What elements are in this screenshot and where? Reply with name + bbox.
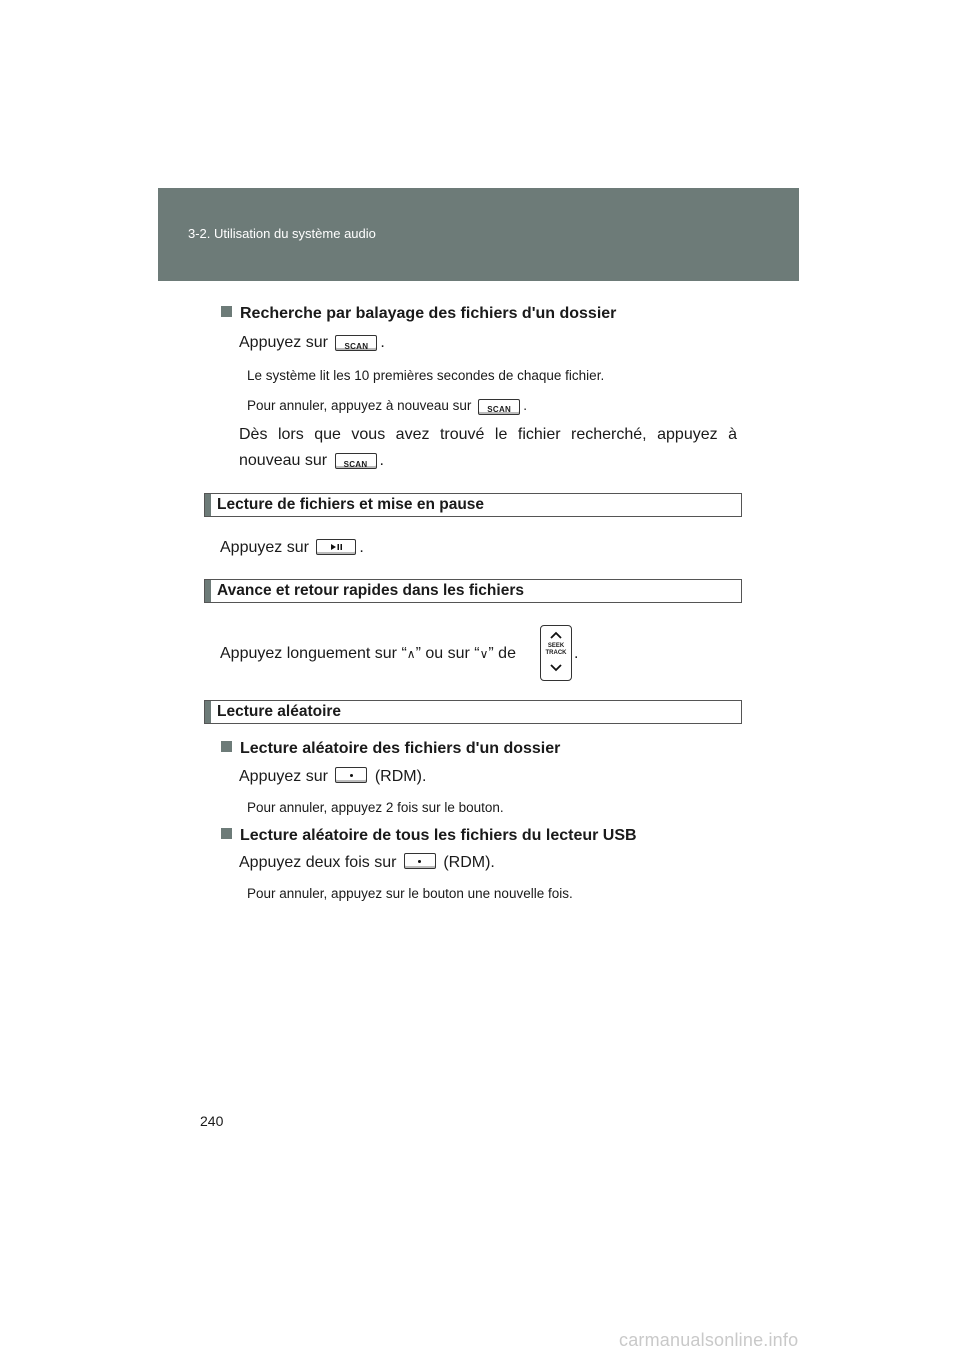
section-accent-bar <box>205 580 211 602</box>
square-bullet-icon <box>221 828 232 839</box>
random-usb-note: Pour annuler, appuyez sur le bouton une nouvelle fois. <box>247 886 573 901</box>
random-folder-note: Pour annuler, appuyez 2 fois sur le bouton. <box>247 800 504 815</box>
subsection-heading-random-usb: Lecture aléatoire de tous les fichiers du lecteur USB <box>221 827 637 845</box>
subsection-heading-scan: Recherche par balayage des fichiers d'un dossier <box>221 305 616 323</box>
section-header-fast-forward <box>204 579 742 603</box>
chapter-title: 3-2. Utilisation du système audio <box>188 226 376 241</box>
section-accent-bar <box>205 494 211 516</box>
scan-note-2: Pour annuler, appuyez à nouveau sur SCAN . <box>247 398 527 414</box>
section-header-play-pause <box>204 493 742 517</box>
scan-note-1: Le système lit les 10 premières secondes de chaque fichier. <box>247 368 605 383</box>
fast-forward-instruction: Appuyez longuement sur “∧” ou sur “∨” de <box>220 645 516 662</box>
scan-button-icon: SCAN <box>478 399 520 415</box>
down-symbol: ∨ <box>479 647 489 661</box>
section-header-random <box>204 700 742 724</box>
section-title: Avance et retour rapides dans les fichiers <box>217 582 524 599</box>
chapter-header <box>158 188 799 281</box>
random-button-icon <box>404 853 436 869</box>
section-accent-bar <box>205 701 211 723</box>
square-bullet-icon <box>221 741 232 752</box>
play-pause-instruction: Appuyez sur . <box>220 539 364 556</box>
random-folder-instruction: Appuyez sur (RDM). <box>239 768 427 785</box>
play-pause-button-icon <box>316 539 356 555</box>
page-number: 240 <box>200 1113 224 1129</box>
watermark: carmanualsonline.info <box>619 1330 799 1350</box>
seek-punct: . <box>574 645 579 662</box>
random-usb-instruction: Appuyez deux fois sur (RDM). <box>239 854 495 871</box>
random-button-icon <box>335 767 367 783</box>
scan-button-icon: SCAN <box>335 335 377 351</box>
subsection-heading-random-folder: Lecture aléatoire des fichiers d'un dossier <box>221 740 560 758</box>
seek-track-button-icon: SEEK TRACK <box>540 625 572 681</box>
up-symbol: ∧ <box>406 647 416 661</box>
scan-found-line-2: nouveau sur SCAN . <box>239 452 384 469</box>
section-title: Lecture de fichiers et mise en pause <box>217 496 485 513</box>
scan-button-icon: SCAN <box>335 453 377 469</box>
square-bullet-icon <box>221 306 232 317</box>
scan-found-line-1: Dès lors que vous avez trouvé le fichier recherché, appuyez à <box>239 426 737 443</box>
scan-instruction: Appuyez sur SCAN . <box>239 334 385 351</box>
section-title: Lecture aléatoire <box>217 703 342 720</box>
